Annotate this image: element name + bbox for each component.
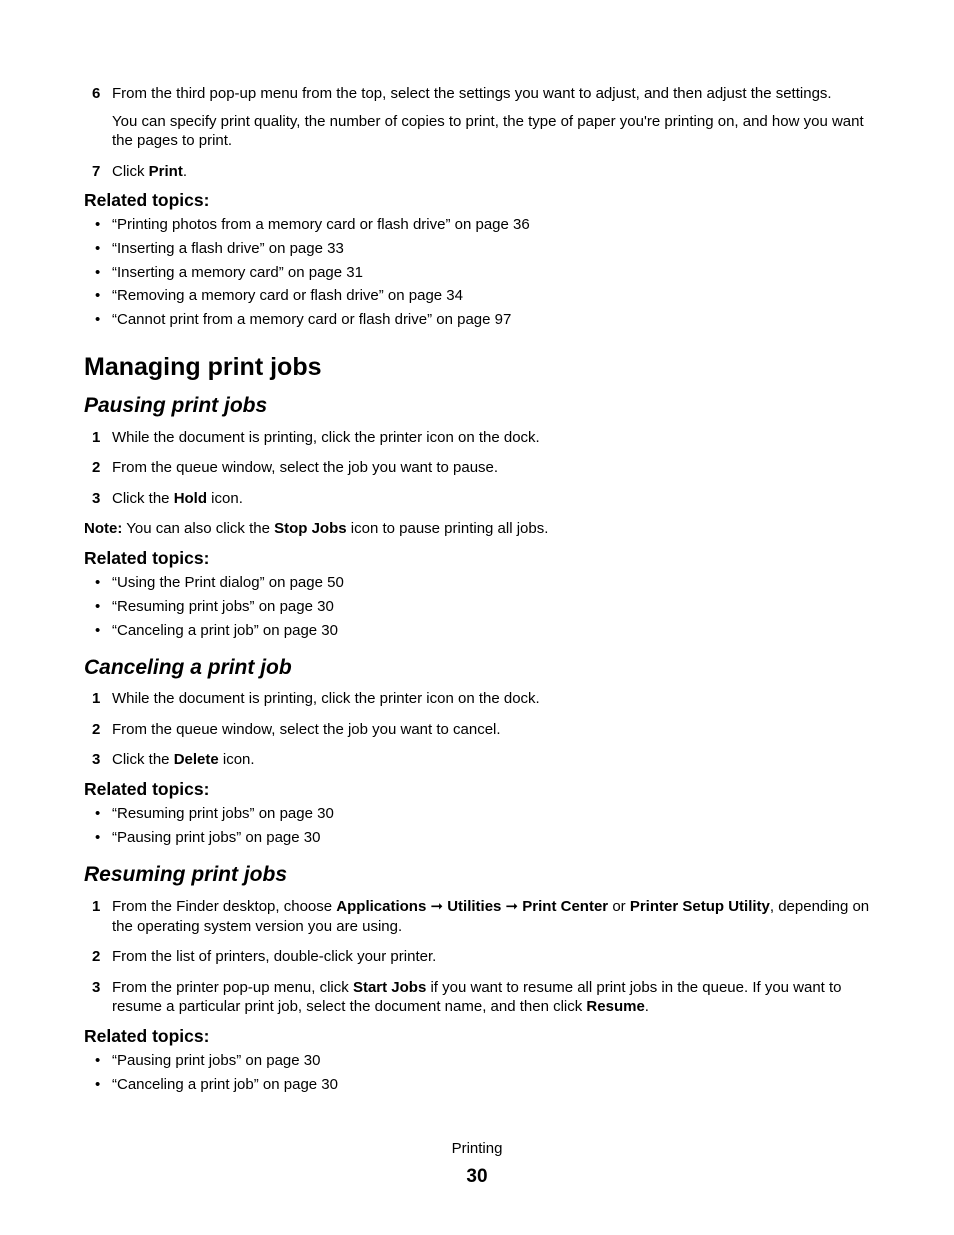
section-heading: Managing print jobs: [84, 352, 322, 381]
note-text: You can also click the: [122, 520, 275, 538]
step-bold: Print: [148, 162, 183, 180]
note: [84, 519, 874, 539]
related-topic-link[interactable]: • “Using the Print dialog” on page 50: [95, 573, 344, 591]
step-number: 2: [92, 720, 101, 738]
related-topics-list: [84, 213, 874, 332]
related-topic-link[interactable]: • “Cannot print from a memory card or flash drive” on page 97: [95, 311, 512, 329]
related-topics-title: Related topics:: [84, 547, 210, 568]
step-number: 3: [92, 751, 101, 769]
arrow-icon: ➞: [426, 898, 448, 916]
related-topics-list: [84, 1049, 874, 1097]
related-topics-title: Related topics:: [84, 778, 210, 799]
step-text: While the document is printing, click the printer icon on the dock.: [112, 690, 540, 708]
step-number: 3: [92, 489, 101, 507]
step-6: [84, 84, 874, 151]
step-text-end: .: [182, 162, 188, 180]
step-text: From the third pop-up menu from the top, select the settings you want to adjust, and then adjust the settings.: [112, 85, 832, 102]
related-topics-list: [84, 571, 874, 642]
step-text-end: icon.: [218, 751, 255, 769]
footer-section-label: Printing: [451, 1140, 503, 1157]
related-topic-link[interactable]: • “Pausing print jobs” on page 30: [95, 1051, 321, 1069]
resuming-step-3: 3 From the printer pop-up menu, click Start Jobs if you want to resume all print jobs in the queue. If you want to resume a particular print job, select the document name, and then click Resume.: [92, 978, 842, 1016]
step-text: Click the: [112, 751, 174, 769]
step-number: 3: [92, 978, 101, 996]
related-topic-link[interactable]: • “Resuming print jobs” on page 30: [95, 597, 334, 615]
pausing-step-2: [84, 458, 874, 478]
related-topics-title: Related topics:: [84, 190, 210, 210]
resuming-step-1: 1 From the Finder desktop, choose Applications ➞ Utilities ➞ Print Center or Printer Setup Utility, depending on the operating system version you are using.: [92, 898, 870, 935]
related-topic-link[interactable]: • “Canceling a print job” on page 30: [95, 621, 338, 639]
step-text: From the queue window, select the job you want to cancel.: [112, 720, 501, 738]
step-number: 1: [92, 690, 101, 708]
step-subtext: You can specify print quality, the number of copies to print, the type of paper you're printing on, and how you want the pages to print.: [112, 112, 864, 149]
related-topic-link[interactable]: • “Printing photos from a memory card or flash drive” on page 36: [95, 216, 530, 233]
step-number: 1: [92, 898, 101, 916]
step-number: 1: [92, 428, 101, 446]
pausing-step-3: [84, 489, 874, 509]
step-number: 6: [92, 85, 101, 102]
related-topic-link[interactable]: • “Canceling a print job” on page 30: [95, 1075, 338, 1093]
pausing-step-1: [84, 428, 874, 448]
arrow-icon: ➞: [501, 898, 523, 916]
step-number: 7: [92, 162, 101, 180]
related-topic-link[interactable]: • “Removing a memory card or flash drive” on page 34: [95, 287, 463, 305]
step-text-end: icon.: [207, 489, 243, 507]
related-topics-list: [84, 802, 874, 850]
canceling-step-1: [84, 689, 874, 709]
related-topic-link[interactable]: • “Pausing print jobs” on page 30: [95, 828, 321, 846]
note-bold: Stop Jobs: [274, 520, 347, 538]
step-bold: Delete: [173, 751, 219, 769]
step-text: From the queue window, select the job you want to pause.: [112, 459, 499, 477]
step-number: 2: [92, 948, 101, 966]
step-text: From the list of printers, double-click your printer.: [112, 948, 437, 966]
related-topics-title: Related topics:: [84, 1025, 210, 1046]
canceling-step-3: [84, 750, 874, 770]
related-topic-link[interactable]: • “Inserting a memory card” on page 31: [95, 263, 363, 281]
page-number: 30: [466, 1166, 488, 1187]
step-text: Click: [112, 162, 149, 180]
related-topic-link[interactable]: • “Inserting a flash drive” on page 33: [95, 239, 344, 257]
step-bold: Hold: [173, 489, 208, 507]
subsection-title-pausing: Pausing print jobs: [84, 393, 268, 417]
note-label: Note:: [84, 520, 123, 538]
resuming-step-2: [84, 947, 874, 967]
step-text: While the document is printing, click the printer icon on the dock.: [112, 428, 540, 446]
subsection-title-resuming: Resuming print jobs: [84, 863, 288, 887]
subsection-title-canceling: Canceling a print job: [84, 656, 292, 680]
canceling-step-2: [84, 720, 874, 740]
related-topic-link[interactable]: • “Resuming print jobs” on page 30: [95, 804, 334, 822]
page-content: [84, 84, 874, 1097]
note-text-end: icon to pause printing all jobs.: [346, 520, 549, 538]
step-text: Click the: [112, 489, 174, 507]
step-number: 2: [92, 459, 101, 477]
step-7: [84, 162, 874, 182]
